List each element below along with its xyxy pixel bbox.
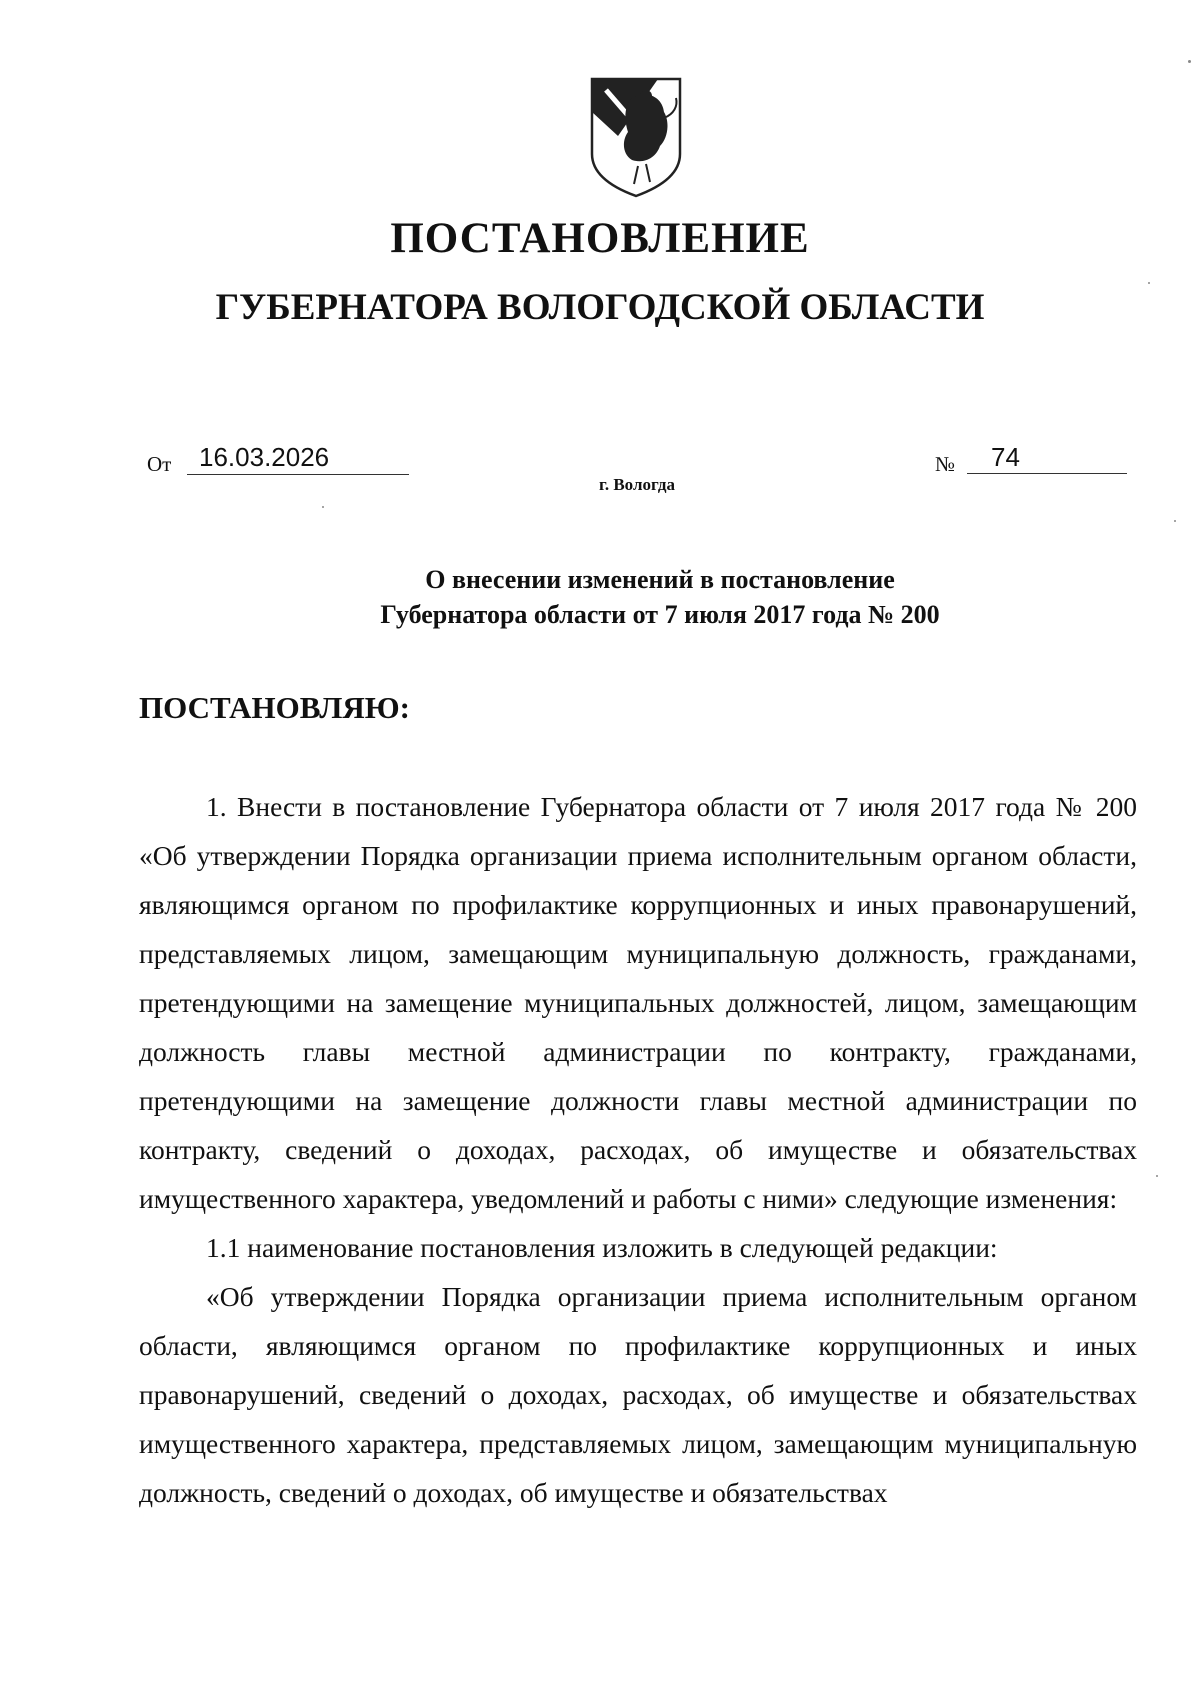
number-value: 74 bbox=[967, 442, 1127, 474]
document-subject bbox=[0, 562, 1200, 632]
paragraph-1-1: 1.1 наименование постановления изложить в следующей редакции: bbox=[206, 1232, 998, 1263]
document-subtitle: ГУБЕРНАТОРА ВОЛОГОДСКОЙ ОБЛАСТИ bbox=[215, 287, 985, 328]
decree-heading: ПОСТАНОВЛЯЮ: bbox=[139, 690, 410, 725]
city-label: г. Вологда bbox=[599, 475, 675, 494]
paragraph-quote: «Об утверждении Порядка организации приема исполнительным органом области, являющимся органом по профилактике коррупционных и иных правонарушений, сведений о доходах, расходах, об имуществе и обязательствах имущественного характера, представляемых лицом, замещающим муниципальную должность, сведений о доходах, об имуществе и обязательствах bbox=[139, 1281, 1137, 1508]
scan-speck bbox=[1148, 282, 1150, 284]
coat-of-arms-icon bbox=[588, 76, 684, 198]
scan-speck bbox=[1188, 60, 1191, 63]
scan-speck bbox=[322, 506, 324, 508]
subject-line-2: Губернатора области от 7 июля 2017 года № 200 bbox=[380, 600, 940, 629]
number-label: № bbox=[935, 452, 956, 476]
date-label: От bbox=[147, 452, 172, 476]
number-field bbox=[935, 442, 1135, 478]
date-field bbox=[147, 442, 407, 478]
document-title: ПОСТАНОВЛЕНИЕ bbox=[390, 215, 810, 262]
scan-speck bbox=[1174, 520, 1176, 522]
date-value: 16.03.2026 bbox=[187, 442, 409, 475]
scan-speck bbox=[1156, 1175, 1158, 1177]
document-body bbox=[139, 782, 1137, 1517]
subject-line-1: О внесении изменений в постановление bbox=[425, 565, 895, 594]
paragraph-1: 1. Внести в постановление Губернатора области от 7 июля 2017 года № 200 «Об утверждении Порядка организации приема исполнительным органом области, являющимся органом по профилактике коррупционных и иных правонарушений, представляемых лицом, замещающим муниципальную должность, гражданами, претендующими на замещение муниципальных должностей, лицом, замещающим должность главы местной администрации по контракту, гражданами, претендующими на замещение должности главы местной администрации по контракту, сведений о доходах, расходах, об имуществе и обязательствах имущественного характера, уведомлений и работы с ними» следующие изменения: bbox=[139, 791, 1137, 1214]
